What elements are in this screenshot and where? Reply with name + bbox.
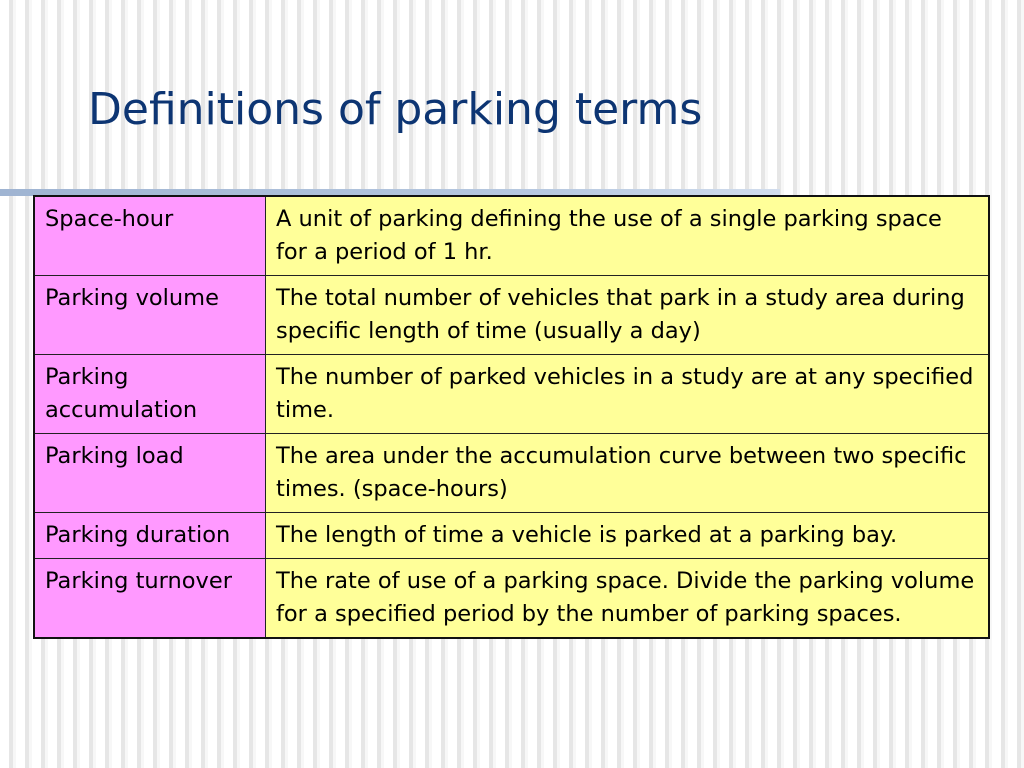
term-cell: Parking turnover [34, 559, 266, 639]
term-cell: Parking load [34, 434, 266, 513]
definition-cell: The total number of vehicles that park in a study area during specific length of time (usually a day) [266, 276, 990, 355]
term-cell: Parking accumulation [34, 355, 266, 434]
term-cell: Parking volume [34, 276, 266, 355]
table-row [34, 559, 989, 639]
definition-cell: A unit of parking defining the use of a single parking space for a period of 1 hr. [266, 196, 990, 276]
table-row [34, 434, 989, 513]
definition-cell: The length of time a vehicle is parked at a parking bay. [266, 513, 990, 559]
slide-title: Definitions of parking terms [88, 84, 703, 135]
table-row [34, 513, 989, 559]
table-row [34, 355, 989, 434]
definition-cell: The rate of use of a parking space. Divide the parking volume for a specified period by the number of parking spaces. [266, 559, 990, 639]
definition-cell: The number of parked vehicles in a study are at any specified time. [266, 355, 990, 434]
term-cell: Parking duration [34, 513, 266, 559]
table-row [34, 196, 989, 276]
term-cell: Space-hour [34, 196, 266, 276]
table-row [34, 276, 989, 355]
definition-cell: The area under the accumulation curve between two specific times. (space-hours) [266, 434, 990, 513]
terms-table [33, 195, 990, 639]
